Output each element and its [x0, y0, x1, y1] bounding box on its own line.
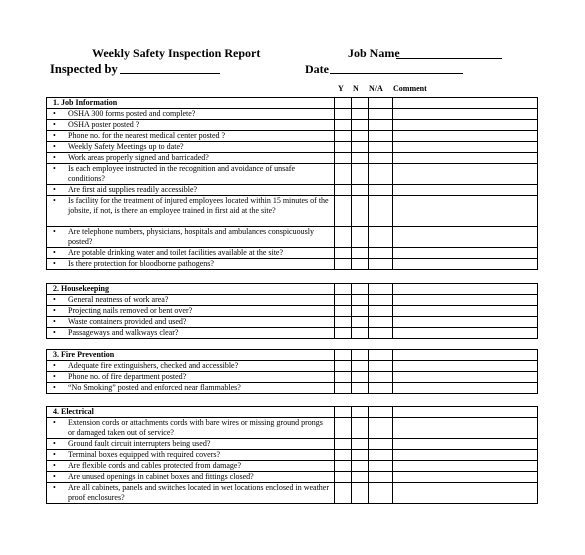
- comment-cell[interactable]: [392, 317, 537, 327]
- comment-cell[interactable]: [392, 120, 537, 130]
- checklist-item-text: Are first aid supplies readily accessible?: [68, 185, 198, 194]
- y-cell[interactable]: [334, 461, 351, 471]
- y-cell[interactable]: [334, 383, 351, 393]
- checklist-item-text: Ground fault circuit interrupters being used?: [68, 439, 211, 448]
- checklist-item: [47, 164, 334, 184]
- table-row: [47, 294, 537, 305]
- checklist-item: [47, 196, 334, 226]
- na-cell[interactable]: [368, 483, 392, 503]
- bullet-icon: •: [53, 196, 56, 205]
- y-cell[interactable]: [334, 109, 351, 119]
- checklist-item: [47, 317, 334, 327]
- checklist-item: [47, 472, 334, 482]
- n-cell[interactable]: [351, 164, 368, 184]
- bullet-icon: •: [53, 153, 56, 162]
- na-cell[interactable]: [368, 418, 392, 438]
- y-cell[interactable]: [334, 248, 351, 258]
- y-cell[interactable]: [334, 164, 351, 184]
- na-cell[interactable]: [368, 472, 392, 482]
- section-title: 4. Electrical: [53, 407, 94, 416]
- table-row: [47, 141, 537, 152]
- checklist-item: [47, 131, 334, 141]
- table-row: [47, 417, 537, 438]
- job-name-label: Job Name: [348, 46, 400, 60]
- checklist-item: [47, 418, 334, 438]
- checklist-item-text: Is there protection for bloodborne pathogens?: [68, 259, 214, 268]
- y-cell[interactable]: [334, 483, 351, 503]
- table-row: [47, 482, 537, 503]
- n-cell[interactable]: [351, 418, 368, 438]
- bullet-icon: •: [53, 328, 56, 337]
- y-cell[interactable]: [334, 418, 351, 438]
- comment-cell[interactable]: [392, 418, 537, 438]
- comment-cell[interactable]: [392, 361, 537, 371]
- y-cell[interactable]: [334, 185, 351, 195]
- na-cell[interactable]: [368, 131, 392, 141]
- bullet-icon: •: [53, 418, 56, 427]
- section-title-row: [47, 407, 537, 417]
- checklist-item: [47, 328, 334, 338]
- na-cell[interactable]: [368, 317, 392, 327]
- comment-cell[interactable]: [392, 295, 537, 305]
- na-cell[interactable]: [368, 259, 392, 269]
- comment-cell: [392, 98, 537, 108]
- table-row: [47, 316, 537, 327]
- comment-cell[interactable]: [392, 164, 537, 184]
- checklist-item: [47, 259, 334, 269]
- checklist-item: [47, 483, 334, 503]
- n-cell: [351, 407, 368, 417]
- n-cell[interactable]: [351, 372, 368, 382]
- checklist-item: [47, 361, 334, 371]
- na-cell[interactable]: [368, 164, 392, 184]
- na-cell[interactable]: [368, 196, 392, 226]
- na-cell[interactable]: [368, 361, 392, 371]
- bullet-icon: •: [53, 142, 56, 151]
- n-cell[interactable]: [351, 120, 368, 130]
- n-cell[interactable]: [351, 483, 368, 503]
- bullet-icon: •: [53, 317, 56, 326]
- table-row: [47, 195, 537, 226]
- na-cell: [368, 350, 392, 360]
- section-title-row: [47, 98, 537, 108]
- column-header-n: N: [353, 84, 359, 93]
- bullet-icon: •: [53, 361, 56, 370]
- bullet-icon: •: [53, 439, 56, 448]
- y-cell[interactable]: [334, 153, 351, 163]
- comment-cell[interactable]: [392, 248, 537, 258]
- n-cell[interactable]: [351, 461, 368, 471]
- y-cell[interactable]: [334, 439, 351, 449]
- y-cell[interactable]: [334, 227, 351, 247]
- table-row: [47, 184, 537, 195]
- table-row: [47, 108, 537, 119]
- y-cell[interactable]: [334, 295, 351, 305]
- n-cell[interactable]: [351, 227, 368, 247]
- checklist-item-text: Projecting nails removed or bent over?: [68, 306, 193, 315]
- n-cell[interactable]: [351, 131, 368, 141]
- na-cell[interactable]: [368, 328, 392, 338]
- table-row: [47, 460, 537, 471]
- n-cell: [351, 350, 368, 360]
- y-cell: [334, 350, 351, 360]
- comment-cell: [392, 350, 537, 360]
- checklist-item-text: Is facility for the treatment of injured employees located within 15 minutes of the jobsite, if not, is there an employee trained in first aid at the site?: [68, 196, 329, 215]
- n-cell[interactable]: [351, 450, 368, 460]
- comment-cell[interactable]: [392, 259, 537, 269]
- table-row: [47, 258, 537, 269]
- n-cell[interactable]: [351, 328, 368, 338]
- bullet-icon: •: [53, 259, 56, 268]
- bullet-icon: •: [53, 120, 56, 129]
- table-row: [47, 438, 537, 449]
- comment-cell[interactable]: [392, 328, 537, 338]
- table-row: [47, 163, 537, 184]
- na-cell[interactable]: [368, 372, 392, 382]
- bullet-icon: •: [53, 109, 56, 118]
- na-cell[interactable]: [368, 120, 392, 130]
- table-row: [47, 382, 537, 393]
- n-cell[interactable]: [351, 109, 368, 119]
- checklist-item: [47, 372, 334, 382]
- bullet-icon: •: [53, 450, 56, 459]
- checklist-item: [47, 248, 334, 258]
- comment-cell[interactable]: [392, 483, 537, 503]
- n-cell[interactable]: [351, 361, 368, 371]
- na-cell[interactable]: [368, 461, 392, 471]
- checklist-item-text: Passageways and walkways clear?: [68, 328, 179, 337]
- y-cell[interactable]: [334, 372, 351, 382]
- checklist-item-text: Are flexible cords and cables protected from damage?: [68, 461, 242, 470]
- bullet-icon: •: [53, 295, 56, 304]
- y-cell[interactable]: [334, 450, 351, 460]
- y-cell[interactable]: [334, 120, 351, 130]
- y-cell: [334, 98, 351, 108]
- na-cell[interactable]: [368, 142, 392, 152]
- n-cell[interactable]: [351, 439, 368, 449]
- checklist-item: [47, 153, 334, 163]
- n-cell[interactable]: [351, 306, 368, 316]
- checklist-item: [47, 227, 334, 247]
- section-title: 3. Fire Prevention: [53, 350, 115, 359]
- na-cell[interactable]: [368, 227, 392, 247]
- date-label: Date: [305, 62, 329, 76]
- na-cell: [368, 407, 392, 417]
- table-row: [47, 130, 537, 141]
- table-row: [47, 247, 537, 258]
- checklist-item-text: Phone no. of fire department posted?: [68, 372, 187, 381]
- inspected-by-label: Inspected by: [50, 62, 118, 76]
- bullet-icon: •: [53, 383, 56, 392]
- comment-cell[interactable]: [392, 227, 537, 247]
- bullet-icon: •: [53, 461, 56, 470]
- n-cell[interactable]: [351, 383, 368, 393]
- n-cell[interactable]: [351, 317, 368, 327]
- checklist-item-text: “No Smoking” posted and enforced near flammables?: [68, 383, 241, 392]
- checklist-item-text: OSHA 300 forms posted and complete?: [68, 109, 196, 118]
- checklist-item: [47, 439, 334, 449]
- n-cell[interactable]: [351, 248, 368, 258]
- table-row: [47, 449, 537, 460]
- checklist-item: [47, 383, 334, 393]
- na-cell[interactable]: [368, 439, 392, 449]
- bullet-icon: •: [53, 483, 56, 492]
- checklist-item-text: General neatness of work area?: [68, 295, 169, 304]
- checklist-item-text: Phone no. for the nearest medical center posted ?: [68, 131, 226, 140]
- y-cell: [334, 407, 351, 417]
- y-cell[interactable]: [334, 259, 351, 269]
- n-cell: [351, 98, 368, 108]
- checklist-item-text: Are all cabinets, panels and switches located in wet locations enclosed in weather proof enclosures?: [68, 483, 330, 502]
- y-cell[interactable]: [334, 142, 351, 152]
- checklist-item-text: Is each employee instructed in the recognition and avoidance of unsafe conditions?: [68, 164, 296, 183]
- section-title-row: [47, 350, 537, 360]
- na-cell[interactable]: [368, 109, 392, 119]
- checklist-item: [47, 306, 334, 316]
- n-cell: [351, 284, 368, 294]
- checklist-item: [47, 109, 334, 119]
- checklist-item-text: Are potable drinking water and toilet facilities available at the site?: [68, 248, 284, 257]
- comment-cell: [392, 284, 537, 294]
- table-row: [47, 327, 537, 338]
- bullet-icon: •: [53, 185, 56, 194]
- y-cell[interactable]: [334, 306, 351, 316]
- n-cell[interactable]: [351, 153, 368, 163]
- y-cell[interactable]: [334, 361, 351, 371]
- y-cell[interactable]: [334, 472, 351, 482]
- section-title-row: [47, 284, 537, 294]
- comment-cell[interactable]: [392, 383, 537, 393]
- comment-cell[interactable]: [392, 196, 537, 226]
- bullet-icon: •: [53, 164, 56, 173]
- y-cell[interactable]: [334, 131, 351, 141]
- column-header-y: Y: [338, 84, 344, 93]
- na-cell[interactable]: [368, 450, 392, 460]
- comment-cell[interactable]: [392, 131, 537, 141]
- bullet-icon: •: [53, 472, 56, 481]
- bullet-icon: •: [53, 248, 56, 257]
- comment-cell[interactable]: [392, 472, 537, 482]
- table-row: [47, 305, 537, 316]
- column-header-comment: Comment: [393, 84, 427, 93]
- checklist-item: [47, 142, 334, 152]
- report-title: Weekly Safety Inspection Report: [92, 46, 261, 60]
- na-cell[interactable]: [368, 295, 392, 305]
- comment-cell[interactable]: [392, 306, 537, 316]
- checklist-item: [47, 185, 334, 195]
- checklist-item-text: OSHA poster posted ?: [68, 120, 140, 129]
- y-cell[interactable]: [334, 196, 351, 226]
- checklist-section: [46, 283, 538, 339]
- na-cell[interactable]: [368, 383, 392, 393]
- table-row: [47, 371, 537, 382]
- bullet-icon: •: [53, 131, 56, 140]
- n-cell[interactable]: [351, 185, 368, 195]
- table-row: [47, 152, 537, 163]
- bullet-icon: •: [53, 306, 56, 315]
- checklist-item-text: Terminal boxes equipped with required covers?: [68, 450, 221, 459]
- checklist-item: [47, 295, 334, 305]
- checklist-item-text: Are telephone numbers, physicians, hospitals and ambulances conspicuously posted?: [68, 227, 314, 246]
- y-cell[interactable]: [334, 328, 351, 338]
- inspected-by-field[interactable]: [120, 73, 220, 74]
- y-cell: [334, 284, 351, 294]
- comment-cell[interactable]: [392, 439, 537, 449]
- checklist-item-text: Extension cords or attachments cords with bare wires or missing ground prongs or damaged taken out of service?: [68, 418, 323, 437]
- checklist-item-text: Waste containers provided and used?: [68, 317, 187, 326]
- table-row: [47, 119, 537, 130]
- n-cell[interactable]: [351, 295, 368, 305]
- n-cell[interactable]: [351, 196, 368, 226]
- na-cell[interactable]: [368, 153, 392, 163]
- checklist-item: [47, 450, 334, 460]
- n-cell[interactable]: [351, 142, 368, 152]
- table-row: [47, 226, 537, 247]
- column-header-na: N/A: [369, 84, 383, 93]
- section-title: 2. Housekeeping: [53, 284, 110, 293]
- comment-cell: [392, 407, 537, 417]
- n-cell[interactable]: [351, 259, 368, 269]
- checklist-item-text: Adequate fire extinguishers, checked and accessible?: [68, 361, 239, 370]
- y-cell[interactable]: [334, 317, 351, 327]
- na-cell: [368, 284, 392, 294]
- checklist-section: [46, 349, 538, 394]
- date-field[interactable]: [330, 73, 463, 74]
- comment-cell[interactable]: [392, 185, 537, 195]
- table-row: [47, 471, 537, 482]
- bullet-icon: •: [53, 372, 56, 381]
- checklist-item-text: Weekly Safety Meetings up to date?: [68, 142, 184, 151]
- n-cell[interactable]: [351, 472, 368, 482]
- checklist-item-text: Are unused openings in cabinet boxes and fittings closed?: [68, 472, 254, 481]
- comment-cell[interactable]: [392, 461, 537, 471]
- section-title: 1. Job Information: [53, 98, 118, 107]
- comment-cell[interactable]: [392, 109, 537, 119]
- checklist-section: [46, 97, 538, 270]
- bullet-icon: •: [53, 227, 56, 236]
- comment-cell[interactable]: [392, 153, 537, 163]
- na-cell[interactable]: [368, 185, 392, 195]
- checklist-item: [47, 461, 334, 471]
- na-cell: [368, 98, 392, 108]
- comment-cell[interactable]: [392, 372, 537, 382]
- checklist-item: [47, 120, 334, 130]
- comment-cell[interactable]: [392, 142, 537, 152]
- comment-cell[interactable]: [392, 450, 537, 460]
- checklist-section: [46, 406, 538, 504]
- na-cell[interactable]: [368, 306, 392, 316]
- checklist-item-text: Work areas properly signed and barricaded?: [68, 153, 209, 162]
- job-name-field[interactable]: [396, 58, 502, 59]
- na-cell[interactable]: [368, 248, 392, 258]
- table-row: [47, 360, 537, 371]
